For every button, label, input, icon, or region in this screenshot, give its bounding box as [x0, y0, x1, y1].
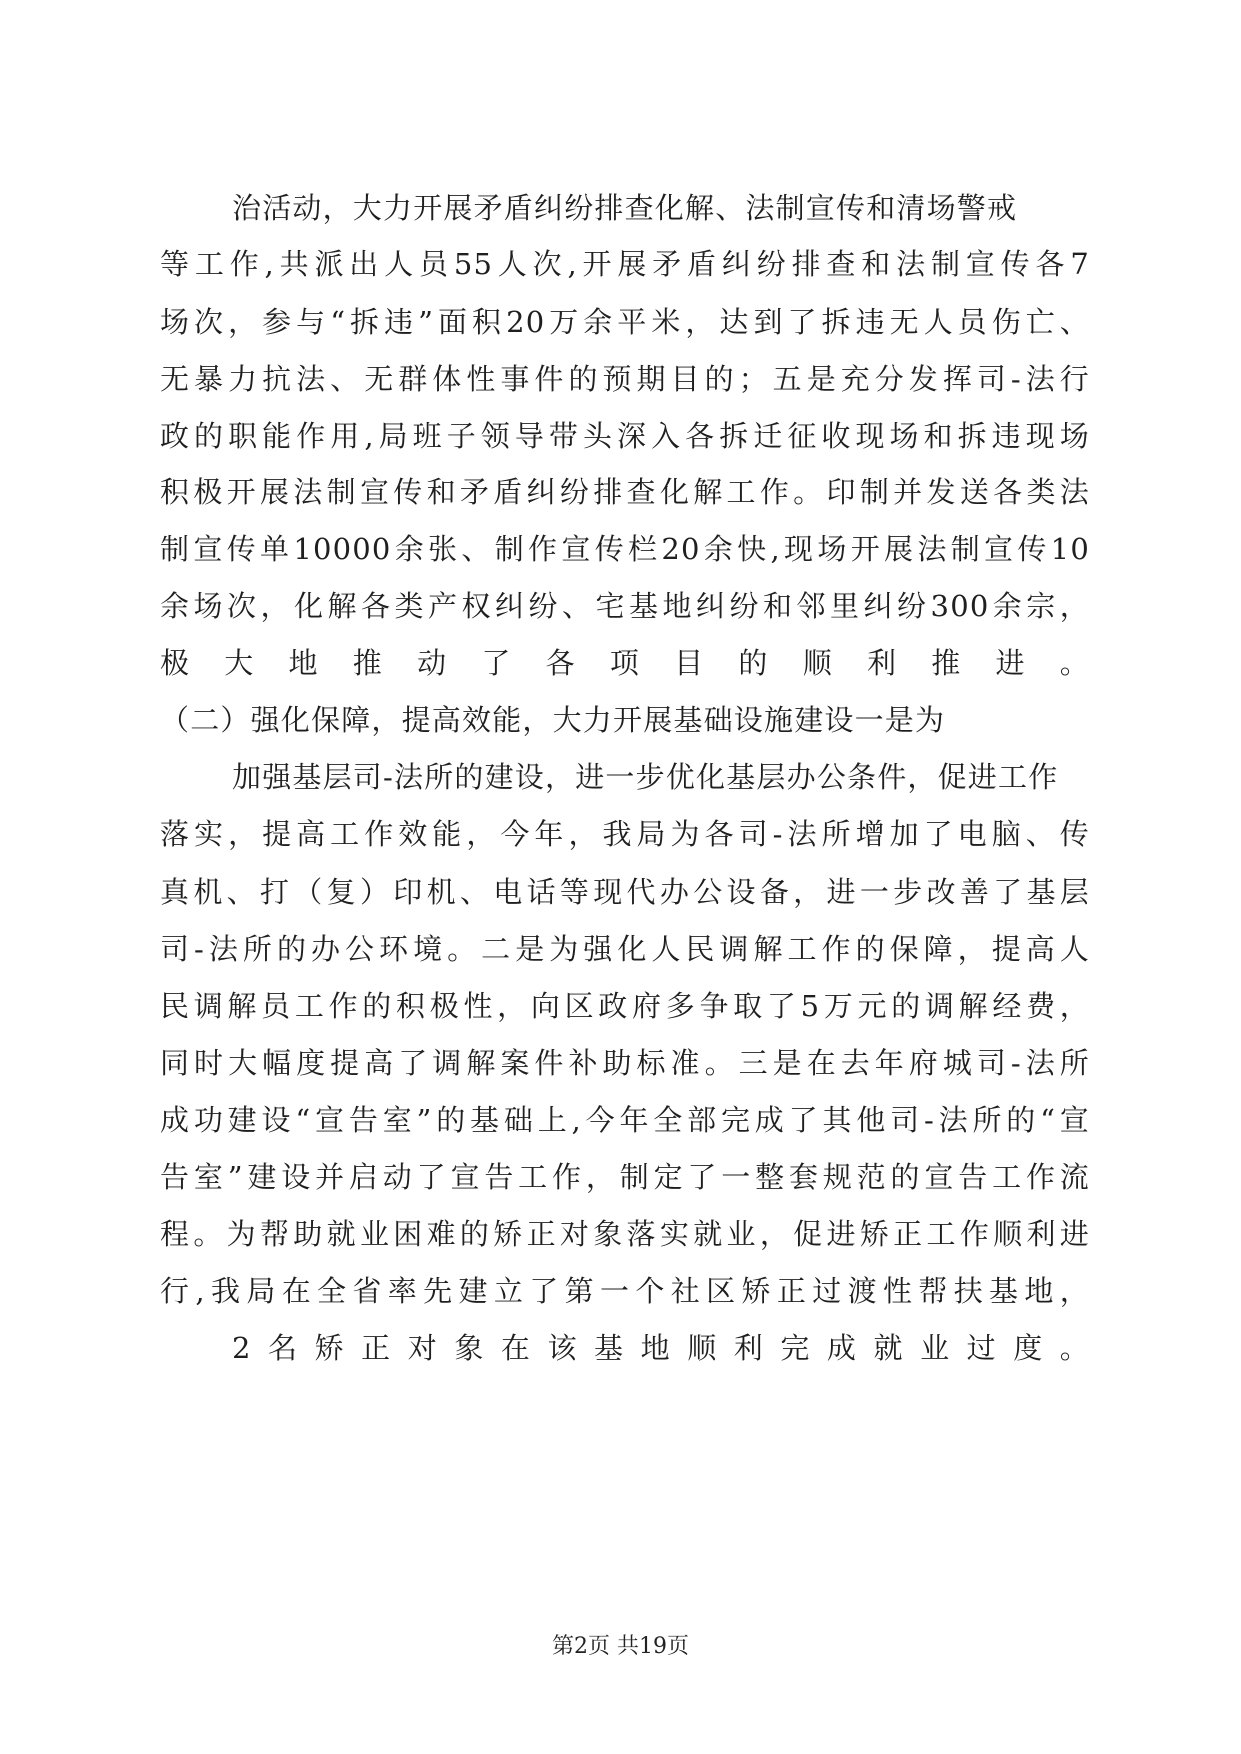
- paragraph-line: 成功建设“宣告室”的基础上,今年全部完成了其他司-法所的“宣: [160, 1103, 1090, 1137]
- section-heading-line: 加强基层司-法所的建设，进一步优化基层办公条件，促进工作: [232, 760, 1059, 794]
- paragraph-line: 真机、打（复）印机、电话等现代办公设备，进一步改善了基层: [160, 875, 1090, 909]
- paragraph-line: 程。为帮助就业困难的矫正对象落实就业，促进矫正工作顺利进: [160, 1217, 1090, 1251]
- paragraph-line: 无暴力抗法、无群体性事件的预期目的；五是充分发挥司-法行: [160, 362, 1090, 396]
- paragraph-line: 民调解员工作的积极性，向区政府多争取了5万元的调解经费，: [160, 989, 1090, 1023]
- paragraph-line: 司-法所的办公环境。二是为强化人民调解工作的保障，提高人: [160, 932, 1090, 966]
- page-number-footer: 第2页 共19页: [552, 1634, 689, 1659]
- paragraph-line: 余场次，化解各类产权纠纷、宅基地纠纷和邻里纠纷300余宗，: [160, 589, 1090, 623]
- paragraph-line: 2名矫正对象在该基地顺利完成就业过度。: [232, 1331, 1090, 1365]
- paragraph-line: 极大地推动了各项目的顺利推进。: [160, 646, 1090, 680]
- paragraph-line: 积极开展法制宣传和矛盾纠纷排查化解工作。印制并发送各类法: [160, 475, 1090, 509]
- paragraph-line: 制宣传单10000余张、制作宣传栏20余快,现场开展法制宣传10: [160, 532, 1090, 566]
- paragraph-line: 场次，参与“拆违”面积20万余平米，达到了拆违无人员伤亡、: [160, 305, 1090, 339]
- paragraph-line: （二）强化保障，提高效能，大力开展基础设施建设一是为: [160, 703, 946, 737]
- paragraph-line: 落实，提高工作效能，今年，我局为各司-法所增加了电脑、传: [160, 817, 1090, 851]
- paragraph-line: 告室”建设并启动了宣告工作，制定了一整套规范的宣告工作流: [160, 1160, 1090, 1194]
- paragraph-line: 行,我局在全省率先建立了第一个社区矫正过渡性帮扶基地，: [160, 1274, 1090, 1308]
- paragraph-line: 治活动，大力开展矛盾纠纷排查化解、法制宣传和清场警戒: [232, 191, 1018, 225]
- paragraph-line: [160, 1385, 1090, 1425]
- paragraph-line: 同时大幅度提高了调解案件补助标准。三是在去年府城司-法所: [160, 1046, 1090, 1080]
- paragraph-line: 政的职能作用,局班子领导带头深入各拆迁征收现场和拆违现场: [160, 419, 1090, 453]
- paragraph-line: 等工作,共派出人员55人次,开展矛盾纠纷排查和法制宣传各7: [160, 247, 1090, 281]
